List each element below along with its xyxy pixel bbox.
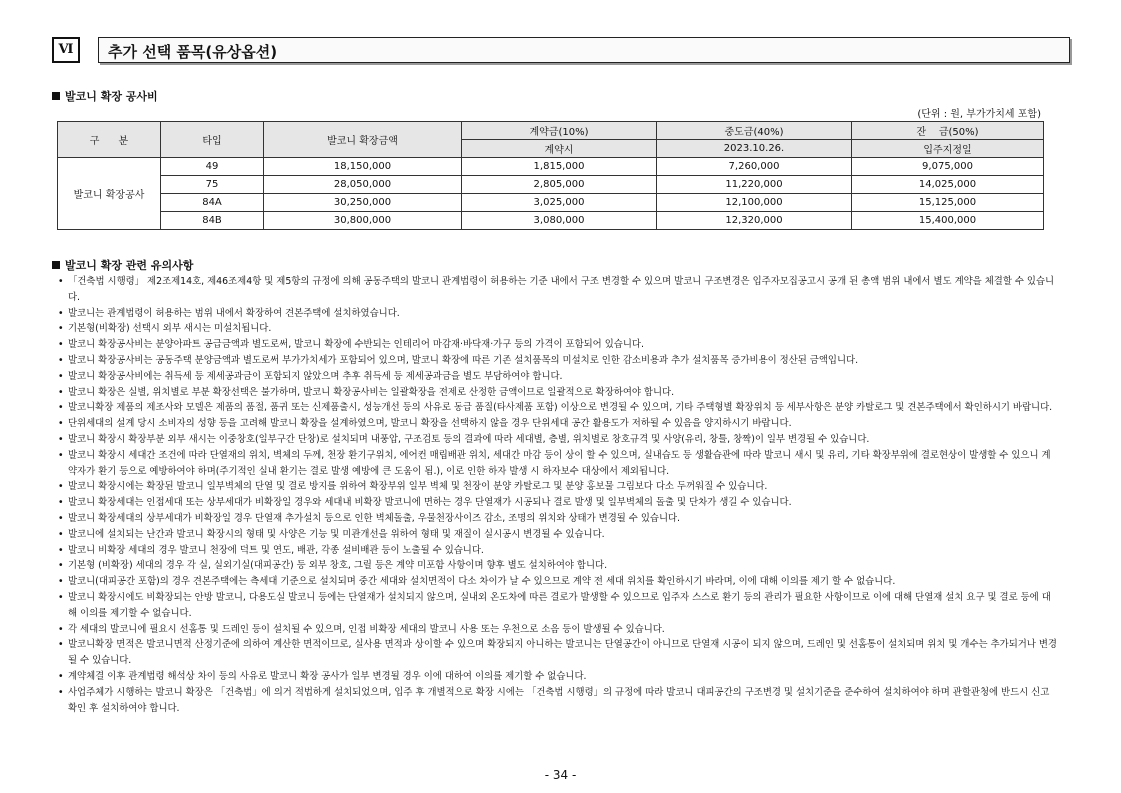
cell-amount: 30,250,000 xyxy=(264,194,462,212)
list-item: • 발코니확장 면적은 발코니면적 산정기준에 의하여 계산한 면적이므로, 실사용 면적과 상이할 수 있으며 확장되지 아니하는 발코니는 단열공간이 아니므로 단열재 시공이 되지 않으며, 드레인 및 선홈통이 설치되며 위치 및 개수는 추가되거나 변경될 수 있습니다. xyxy=(58,637,1058,669)
header-balance: 잔 금(50%) xyxy=(852,122,1044,140)
list-item: • 발코니 비확장 세대의 경우 발코니 천장에 덕트 및 연도, 배관, 각종 설비배관 등이 노출될 수 있습니다. xyxy=(58,543,1058,559)
list-item: • 발코니 확장시에는 확장된 발코니 일부벽체의 단열 및 결로 방지를 위하여 확장부위 일부 벽체 및 천장이 분양 카탈로그 및 분양 홍보물 그림보다 다소 두꺼워질 수 있습니다. xyxy=(58,479,1058,495)
list-item: • 발코니 확장세대의 상부세대가 비확장일 경우 단열재 추가설치 등으로 인한 벽체돌출, 우물천장사이즈 감소, 조명의 위치와 상태가 변경될 수 있습니다. xyxy=(58,511,1058,527)
header-contract: 계약금(10%) xyxy=(462,122,657,140)
cell-type: 49 xyxy=(161,158,264,176)
row-label: 발코니 확장공사 xyxy=(58,158,161,230)
list-item: • 발코니 확장공사비는 분양아파트 공급금액과 별도로써, 발코니 확장에 수반되는 인테리어 마감재·바닥재·가구 등의 가격이 포함되어 있습니다. xyxy=(58,337,1058,353)
cell-mid: 12,320,000 xyxy=(657,212,852,230)
list-item: • 발코니 확장시 세대간 조건에 따라 단열재의 위치, 벽체의 두께, 천장 환기구위치, 에어컨 매립배관 위치, 세대간 마감 등이 상이 할 수 있으며, 실내습도 등 생활습관에 따라 발코니 새시 및 유리, 기타 확장부위에 결로현상이 발생할 수 있으니 계약자가 환기 등으로 예방하여야 하며(주기적인 실내 환기는 결로 발생 예방에 큰 도움이 됨.), 이로 인한 하자 발생 시 하자보수 대상에서 제외됩니다. xyxy=(58,448,1058,480)
subheader-balance: 입주지정일 xyxy=(852,140,1044,158)
section-header xyxy=(52,37,278,65)
cell-type: 84A xyxy=(161,194,264,212)
cell-contract: 1,815,000 xyxy=(462,158,657,176)
subheader-mid: 2023.10.26. xyxy=(657,140,852,158)
list-item: • 발코니 확장공사비는 공동주택 분양금액과 별도로써 부가가치세가 포함되어 있으며, 발코니 확장에 따른 기존 설치품목의 미설치로 인한 감소비용과 추가 설치품목 증가비용이 정산된 금액입니다. xyxy=(58,353,1058,369)
list-item: • 발코니 확장세대는 인접세대 또는 상부세대가 비확장일 경우와 세대내 비확장 발코니에 면하는 경우 단열재가 시공되나 결로 발생 및 일부벽체의 돌출 및 단차가 생길 수 있습니다. xyxy=(58,495,1058,511)
cell-balance: 15,125,000 xyxy=(852,194,1044,212)
list-item: • 발코니는 관계법령이 허용하는 범위 내에서 확장하여 견본주택에 설치하였습니다. xyxy=(58,306,1058,322)
list-item: • 단위세대의 설계 당시 소비자의 성향 등을 고려해 발코니 확장을 설계하였으며, 발코니 확장을 선택하지 않을 경우 단위세대 공간 활용도가 저하될 수 있음을 양지하시기 바랍니다. xyxy=(58,416,1058,432)
table-row xyxy=(58,176,1044,194)
list-item: • 발코니 확장시 확장부분 외부 새시는 이중창호(일부구간 단창)로 설치되며 내풍압, 구조검토 등의 결과에 따라 세대별, 층별, 위치별로 창호규격 및 사양(유리, 창틀, 창짝)이 일부 변경될 수 있습니다. xyxy=(58,432,1058,448)
cell-type: 84B xyxy=(161,212,264,230)
subheader-contract: 계약시 xyxy=(462,140,657,158)
header-amount: 발코니 확장금액 xyxy=(264,122,462,158)
list-item: • 발코니확장 제품의 제조사와 모델은 제품의 품절, 품귀 또는 신제품출시, 성능개선 등의 사유로 동급 품질(타사제품 포함) 이상으로 변경될 수 있으며, 기타 주택형별 확장위치 등 세부사항은 분양 카탈로그 및 견본주택에서 확인하시기 바랍니다. xyxy=(58,400,1058,416)
list-item: • 기본형 (비확장) 세대의 경우 각 실, 실외기실(대피공간) 등 외부 창호, 그릴 등은 계약 미포함 사항이며 향후 별도 설치하여야 합니다. xyxy=(58,558,1058,574)
list-item: • 기본형(비확장) 선택시 외부 새시는 미설치됩니다. xyxy=(58,321,1058,337)
page-number: - 34 - xyxy=(544,768,577,782)
subsection-heading-notes xyxy=(52,257,193,273)
list-item: • 발코니 확장시에도 비확장되는 안방 발코니, 다용도실 발코니 등에는 단열재가 설치되지 않으며, 실내외 온도차에 따른 결로가 발생할 수 있으므로 입주자 스스로 환기 등의 관리가 필요한 사항이므로 이에 대해 단열재 설치 요구 및 결로 등에 대해 이의를 제기할 수 없습니다. xyxy=(58,590,1058,622)
cell-amount: 18,150,000 xyxy=(264,158,462,176)
list-item: • 각 세대의 발코니에 필요시 선홈통 및 드레인 등이 설치될 수 있으며, 인접 비확장 세대의 발코니 사용 또는 우천으로 소음 등이 발생될 수 있습니다. xyxy=(58,622,1058,638)
section-title: 추가 선택 품목(유상옵션) xyxy=(108,43,278,61)
list-item: • 계약체결 이후 관계법령 해석상 차이 등의 사유로 발코니 확장 공사가 일부 변경될 경우 이에 대하여 이의를 제기할 수 없습니다. xyxy=(58,669,1058,685)
cell-amount: 30,800,000 xyxy=(264,212,462,230)
list-item: • 「건축법 시행령」 제2조제14호, 제46조제4항 및 제5항의 규정에 의해 공동주택의 발코니 관계법령이 허용하는 기준 내에서 구조 변경할 수 있으며 발코니 구조변경은 입주자모집공고시 공개 된 총액 범위 내에서 별도 계약을 체결할 수 있습니다. xyxy=(58,274,1058,306)
table-row xyxy=(58,158,1044,176)
list-item: • 사업주체가 시행하는 발코니 확장은 「건축법」에 의거 적법하게 설치되었으며, 입주 후 개별적으로 확장 시에는 「건축법 시행령」의 규정에 따라 발코니 대피공간의 구조변경 및 설치기준을 준수하여 설치하여야 하며 관할관청에 반드시 신고 확인 후 설치하여야 합니다. xyxy=(58,685,1058,717)
cell-amount: 28,050,000 xyxy=(264,176,462,194)
notes-list xyxy=(58,274,1058,716)
cell-mid: 11,220,000 xyxy=(657,176,852,194)
list-item: • 발코니에 설치되는 난간과 발코니 확장시의 형태 및 사양은 기능 및 미관개선을 위하여 형태 및 재질이 실시공시 변경될 수 있습니다. xyxy=(58,527,1058,543)
table-row xyxy=(58,194,1044,212)
table-header-row xyxy=(58,122,1044,140)
table-row xyxy=(58,212,1044,230)
cell-contract: 2,805,000 xyxy=(462,176,657,194)
cell-contract: 3,080,000 xyxy=(462,212,657,230)
cell-balance: 14,025,000 xyxy=(852,176,1044,194)
header-gubun: 구 분 xyxy=(58,122,161,158)
balcony-cost-table xyxy=(57,121,1044,230)
subsection-title: 발코니 확장 공사비 xyxy=(65,90,158,103)
cell-type: 75 xyxy=(161,176,264,194)
square-bullet-icon xyxy=(52,92,60,100)
subsection-title: 발코니 확장 관련 유의사항 xyxy=(65,259,194,272)
list-item: • 발코니 확장공사비에는 취득세 등 제세공과금이 포함되지 않았으며 추후 취득세 등 제세공과금을 별도 부담하여야 합니다. xyxy=(58,369,1058,385)
cell-balance: 9,075,000 xyxy=(852,158,1044,176)
cell-mid: 12,100,000 xyxy=(657,194,852,212)
section-number: Ⅵ xyxy=(52,37,80,63)
header-type: 타입 xyxy=(161,122,264,158)
list-item: • 발코니(대피공간 포함)의 경우 견본주택에는 측세대 기준으로 설치되며 중간 세대와 설치면적이 다소 차이가 날 수 있으므로 계약 전 세대 위치를 확인하시기 바라며, 이에 대해 이의를 제기 할 수 없습니다. xyxy=(58,574,1058,590)
cell-balance: 15,400,000 xyxy=(852,212,1044,230)
list-item: • 발코니 확장은 실별, 위치별로 부분 확장선택은 불가하며, 발코니 확장공사비는 일괄확장을 전제로 산정한 금액이므로 일괄적으로 확장하여야 합니다. xyxy=(58,385,1058,401)
unit-note: (단위 : 원, 부가가치세 포함) xyxy=(917,109,1041,120)
header-mid: 중도금(40%) xyxy=(657,122,852,140)
cell-contract: 3,025,000 xyxy=(462,194,657,212)
square-bullet-icon xyxy=(52,261,60,269)
cell-mid: 7,260,000 xyxy=(657,158,852,176)
section-title-box xyxy=(98,37,1070,63)
subsection-heading-cost xyxy=(52,88,158,104)
